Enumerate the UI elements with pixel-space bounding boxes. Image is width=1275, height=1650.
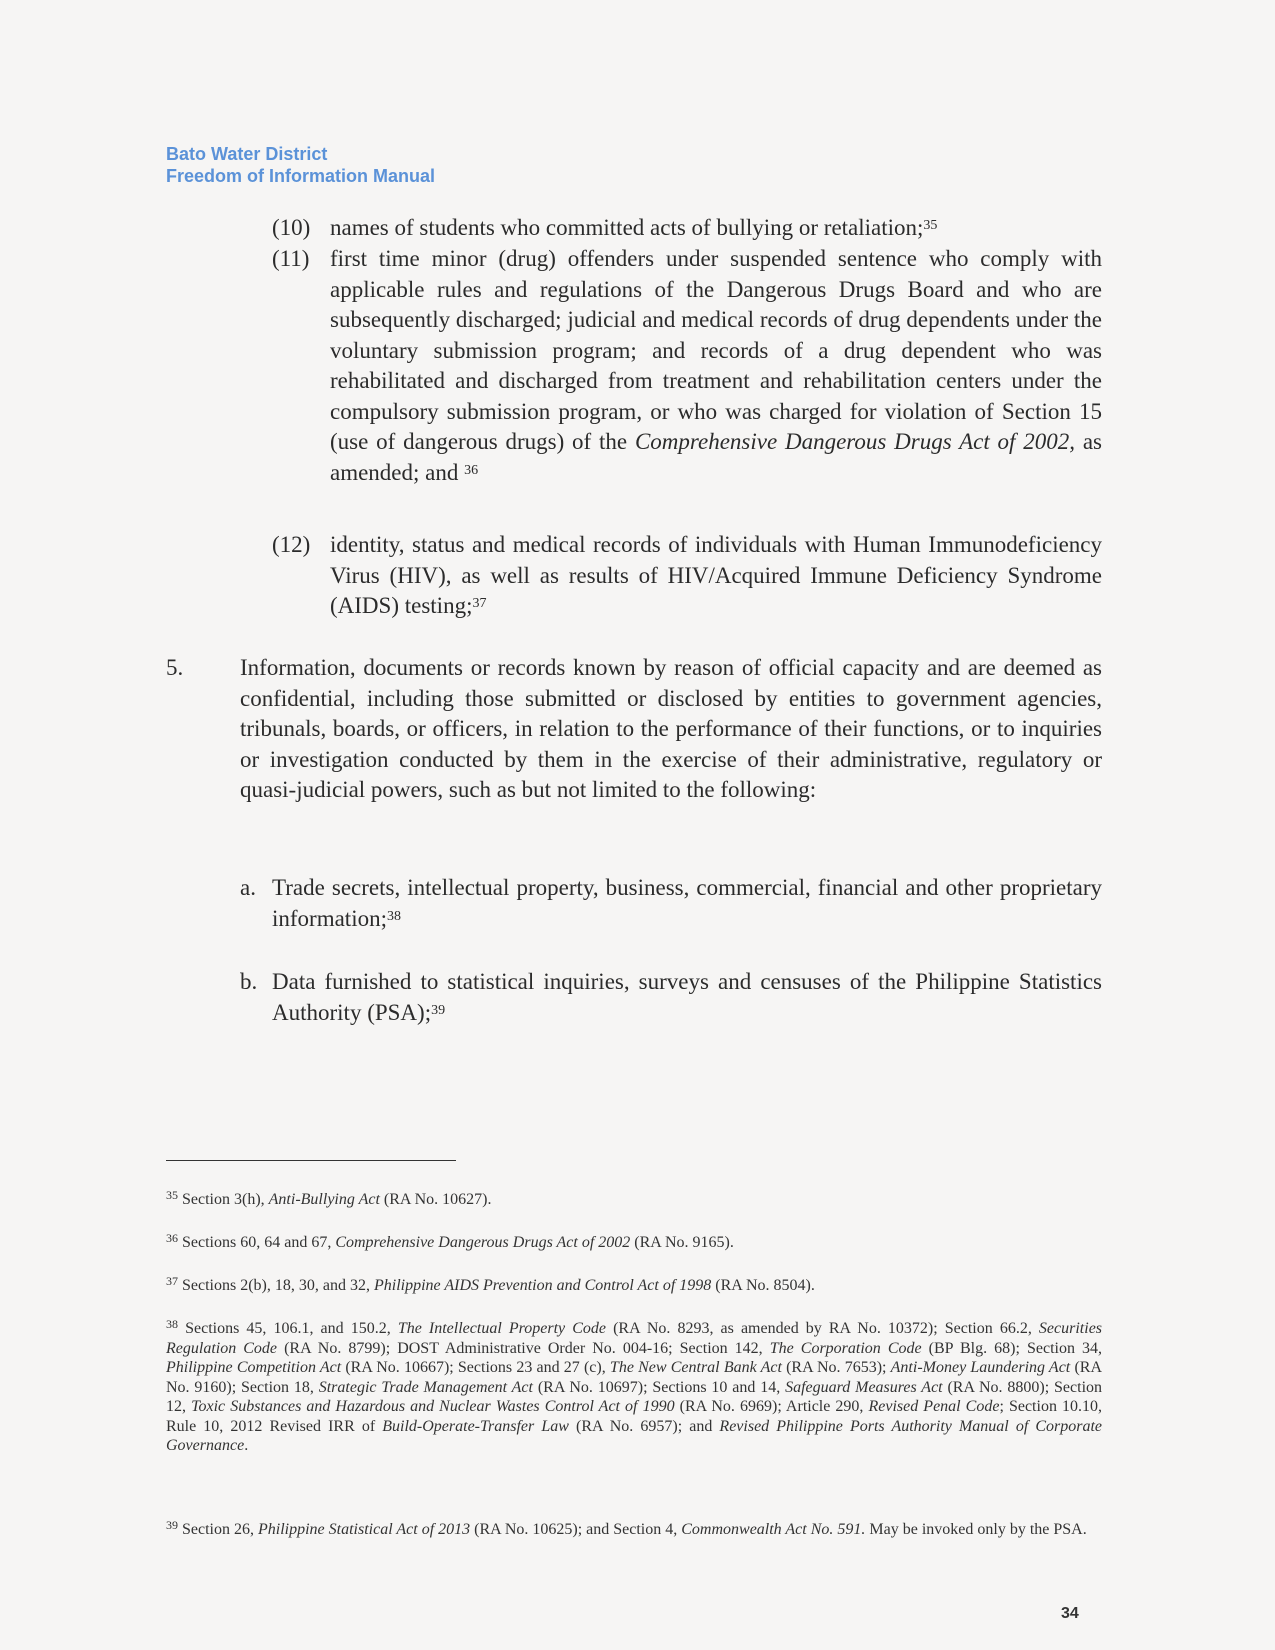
item-number: (10) — [272, 215, 311, 240]
footnote-ref: 36 — [464, 462, 479, 478]
list-item-11 — [272, 244, 1102, 488]
item-letter: b. — [240, 969, 258, 994]
item-text: Data furnished to statistical inquiries, surveys and censuses of the Philippine Statistics Authority (PSA);$^{39}$ — [272, 969, 1102, 1025]
footnote-ref: 39 — [431, 1002, 446, 1018]
list-item-5 — [166, 653, 1102, 806]
item-number: (12) — [272, 532, 311, 557]
item-text: names of students who committed acts of bullying or retaliation;$^{35}$ — [330, 215, 938, 240]
header-manual-title: Freedom of Information Manual — [166, 166, 436, 186]
list-item-10 — [272, 213, 1102, 244]
list-item-a — [240, 873, 1102, 934]
item-letter: a. — [240, 875, 256, 900]
footnote-35: $^{35}$ Section 3(h), Anti-Bullying Act (RA No. 10627). — [166, 1188, 492, 1208]
document-header — [166, 143, 435, 187]
item-number: 5. — [166, 655, 184, 680]
item-number: (11) — [272, 246, 310, 271]
page-number: 34 — [1061, 1605, 1079, 1622]
footnote-ref: 35 — [923, 218, 938, 233]
item-text: Trade secrets, intellectual property, business, commercial, financial and other proprietary information;$^{38}$ — [272, 875, 1102, 931]
list-item-12 — [272, 530, 1102, 622]
header-organization: Bato Water District — [166, 144, 328, 164]
footnote-divider — [166, 1160, 456, 1161]
item-text: first time minor (drug) offenders under suspended sentence who comply with applicable rules and regulations of the Dangerous Drugs Board and who are subsequently discharged; judicial and medical records of drug dependents under the voluntary submission program; and records of a drug dependent who was rehabilitated and discharged from treatment and rehabilitation centers under the compulsory submission program, or who was charged for violation of Section 15 (use of dangerous drugs) of the Comprehensive Dangerous Drugs Act of 2002, as amended; and $^{36}$ — [330, 246, 1102, 485]
item-text: Information, documents or records known by reason of official capacity and are deemed as confidential, including those submitted or disclosed by entities to government agencies, tribunals, boards, or officers, in relation to the performance of their functions, or to inquiries or investigation conducted by them in the exercise of their administrative, regulatory or quasi-judicial powers, such as but not limited to the following: — [240, 655, 1102, 802]
footnote-36: $^{36}$ Sections 60, 64 and 67, Comprehensive Dangerous Drugs Act of 2002 (RA No. 9165). — [166, 1231, 734, 1251]
footnote-37: $^{37}$ Sections 2(b), 18, 30, and 32, Philippine AIDS Prevention and Control Act of 1998 (RA No. 8504). — [166, 1274, 815, 1294]
footnote-ref: 38 — [386, 908, 401, 924]
footnote-39: $^{39}$ Section 26, Philippine Statistical Act of 2013 (RA No. 10625); and Section 4, Commonwealth Act No. 591. May be invoked only by the PSA. — [166, 1518, 1087, 1538]
list-item-b — [240, 967, 1102, 1028]
footnote-ref: 37 — [472, 596, 487, 611]
footnote-38: $^{38}$ Sections 45, 106.1, and 150.2, The Intellectual Property Code (RA No. 8293, as amended by RA No. 10372); Section 66.2, Securities Regulation Code (RA No. 8799); DOST Administrative Order No. 004-16; Section 142, The Corporation Code (BP Blg. 68); Section 34, Philippine Competition Act (RA No. 10667); Sections 23 and 27 (c), The New Central Bank Act (RA No. 7653); Anti-Money Laundering Act (RA No. 9160); Section 18, Strategic Trade Management Act (RA No. 10697); Sections 10 and 14, Safeguard Measures Act (RA No. 8800); Section 12, Toxic Substances and Hazardous and Nuclear Wastes Control Act of 1990 (RA No. 6969); Article 290, Revised Penal Code; Section 10.10, Rule 10, 2012 Revised IRR of Build-Operate-Transfer Law (RA No. 6957); and Revised Philippine Ports Authority Manual of Corporate Governance. — [166, 1317, 1103, 1454]
item-text: identity, status and medical records of individuals with Human Immunodeficiency Virus (HIV), as well as results of HIV/Acquired Immune Deficiency Syndrome (AIDS) testing;$^{37}$ — [330, 532, 1102, 618]
